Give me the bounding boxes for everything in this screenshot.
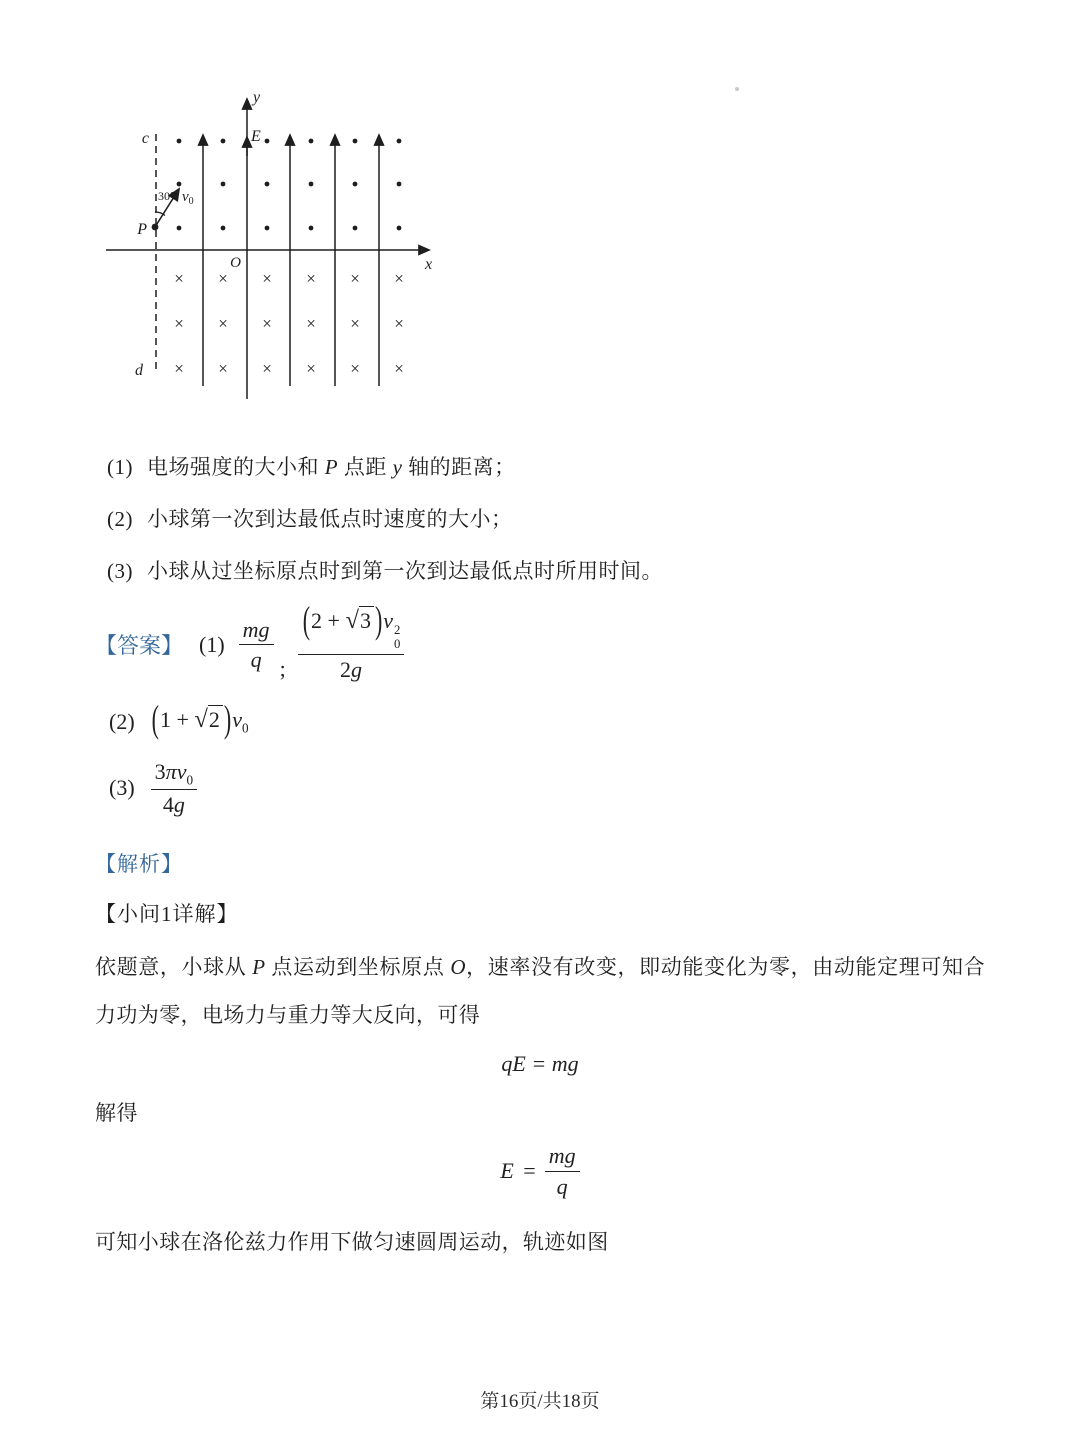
var-o: O <box>450 954 466 979</box>
fraction-denominator: q <box>545 1171 580 1199</box>
num-coeff: 3 <box>154 758 166 784</box>
field-out-dot <box>353 226 358 231</box>
sqrt-sign: √ <box>345 607 359 634</box>
big-paren-open: ( <box>302 597 311 642</box>
fraction-numerator: mg <box>242 616 270 642</box>
big-paren-open: ( <box>151 696 159 741</box>
y-axis-label: y <box>253 89 261 106</box>
e-field-label: E <box>251 128 261 145</box>
subscript: 0 <box>186 772 194 788</box>
var-y: y <box>392 455 403 479</box>
origin-label: O <box>230 255 241 271</box>
expression-ans2 <box>151 696 249 741</box>
field-in-cross: × <box>218 359 228 378</box>
answer-line-2 <box>95 696 985 741</box>
fraction-ans1b <box>298 597 405 683</box>
angle-label: 30° <box>158 189 175 203</box>
question-item-2 <box>95 503 985 533</box>
physics-diagram <box>81 76 527 422</box>
field-out-dot <box>177 139 182 144</box>
var-g: g <box>351 657 363 683</box>
analysis-paragraph-1 <box>95 944 985 1040</box>
var-g: g <box>173 792 185 818</box>
answer-number-1: (1) <box>199 631 225 657</box>
page-content <box>0 76 1080 1267</box>
field-out-dot <box>397 139 402 144</box>
field-out-dot <box>309 139 314 144</box>
equals-sign: = <box>525 1051 552 1077</box>
field-in-cross: × <box>262 314 272 333</box>
separator-semicolon: ; <box>279 656 286 682</box>
question-number: (3) <box>107 559 133 583</box>
paragraph-text: 点运动到坐标原点 <box>265 954 451 979</box>
den-coeff: 4 <box>162 792 174 818</box>
sup-sub-stack <box>394 623 400 652</box>
question-number: (2) <box>107 507 133 531</box>
answer-label: 【答案】 <box>95 633 184 659</box>
question-item-1 <box>95 451 985 481</box>
subscript: 0 <box>394 637 401 652</box>
field-in-cross: × <box>394 314 404 333</box>
question-text: 轴的距离； <box>402 455 516 479</box>
sqrt-sign: √ <box>194 706 208 734</box>
equation-E-mg-q <box>95 1143 985 1199</box>
fraction-3piv0-over-4g <box>151 759 197 818</box>
x-axis-label: x <box>425 256 433 273</box>
answer-number-3: (3) <box>109 775 135 801</box>
num-lead: 2 + <box>311 608 346 633</box>
subscript: 0 <box>242 720 249 736</box>
var-pi: π <box>165 758 177 784</box>
answer-line-1 <box>95 597 985 683</box>
field-in-cross: × <box>350 269 360 288</box>
analysis-label: 【解析】 <box>95 851 183 876</box>
field-in-cross: × <box>218 314 228 333</box>
field-in-cross: × <box>394 359 404 378</box>
field-out-dot <box>221 226 226 231</box>
equals-sign: = <box>521 1158 537 1184</box>
answer-line-3 <box>95 759 985 818</box>
field-in-cross: × <box>262 269 272 288</box>
fraction-mg-over-q <box>239 617 274 673</box>
field-out-dot <box>353 139 358 144</box>
field-out-dot <box>265 226 270 231</box>
solve-label: 解得 <box>95 1101 138 1126</box>
eq-lhs: E <box>500 1158 514 1184</box>
fraction-mg-over-q <box>545 1143 580 1199</box>
field-marks-layer <box>174 139 404 378</box>
field-out-dot <box>309 226 314 231</box>
field-out-dot <box>177 226 182 231</box>
field-in-cross: × <box>394 269 404 288</box>
subquestion-1-label: 【小问1详解】 <box>95 901 239 926</box>
field-out-dot <box>309 182 314 187</box>
paragraph-text: 可知小球在洛伦兹力作用下做匀速圆周运动，轨迹如图 <box>95 1229 609 1254</box>
field-in-cross: × <box>350 314 360 333</box>
paragraph-text: ，速率没有改变，即动能变化为零，由动能定理可知合力功为零，电场力与重力等大反向，可得 <box>95 954 986 1027</box>
paragraph-text: 依题意，小球从 <box>95 954 253 979</box>
field-out-dot <box>353 182 358 187</box>
sqrt-radicand: 3 <box>359 606 374 633</box>
scan-artifact-dot <box>735 87 739 91</box>
field-in-cross: × <box>218 269 228 288</box>
fraction-numerator: mg <box>548 1143 576 1169</box>
fraction-denominator <box>151 789 197 817</box>
question-item-3 <box>95 555 985 585</box>
question-text: 电场强度的大小和 <box>147 455 325 479</box>
field-in-cross: × <box>306 314 316 333</box>
field-in-cross: × <box>350 359 360 378</box>
c-label: c <box>141 130 149 147</box>
var-p: P <box>252 954 266 979</box>
d-label: d <box>135 362 143 379</box>
question-text: 点距 <box>338 455 393 479</box>
lead: 1 + <box>159 707 195 733</box>
question-text: 小球从过坐标原点时到第一次到达最低点时所用时间。 <box>147 559 663 583</box>
question-text: 小球第一次到达最低点时速度的大小； <box>147 507 513 531</box>
big-paren-close: ) <box>223 696 232 741</box>
field-out-dot <box>397 226 402 231</box>
field-in-cross: × <box>262 359 272 378</box>
superscript: 2 <box>394 622 401 637</box>
sqrt-radicand: 2 <box>208 705 223 732</box>
page-number-footer: 第16页/共18页 <box>480 1391 600 1412</box>
analysis-paragraph-2 <box>95 1219 985 1267</box>
var-v: v <box>176 758 187 784</box>
fraction-denominator <box>298 654 405 682</box>
fraction-numerator <box>298 597 405 654</box>
question-list <box>95 451 985 585</box>
eq-lhs: qE <box>501 1051 526 1077</box>
var-p: P <box>324 455 339 479</box>
field-in-cross: × <box>174 269 184 288</box>
field-out-dot <box>265 139 270 144</box>
field-in-cross: × <box>306 269 316 288</box>
question-number: (1) <box>107 455 133 479</box>
field-in-cross: × <box>174 359 184 378</box>
fraction-numerator <box>151 759 197 790</box>
fraction-denominator: q <box>239 644 274 672</box>
field-in-cross: × <box>306 359 316 378</box>
v0-label: v0 <box>182 189 194 207</box>
field-out-dot <box>177 182 182 187</box>
field-in-cross: × <box>174 314 184 333</box>
eq-rhs: mg <box>551 1051 579 1077</box>
answer-number-2: (2) <box>109 708 135 734</box>
equation-with-fraction <box>500 1143 579 1199</box>
var-v: v <box>383 608 394 633</box>
den-coeff: 2 <box>340 657 352 683</box>
field-out-dot <box>221 182 226 187</box>
big-paren-close: ) <box>374 597 383 642</box>
equation-qE-mg <box>95 1051 985 1077</box>
var-v: v <box>232 707 243 733</box>
p-label: P <box>137 221 147 238</box>
field-out-dot <box>265 182 270 187</box>
field-out-dot <box>221 139 226 144</box>
field-out-dot <box>397 182 402 187</box>
figure-field-diagram <box>81 76 985 427</box>
